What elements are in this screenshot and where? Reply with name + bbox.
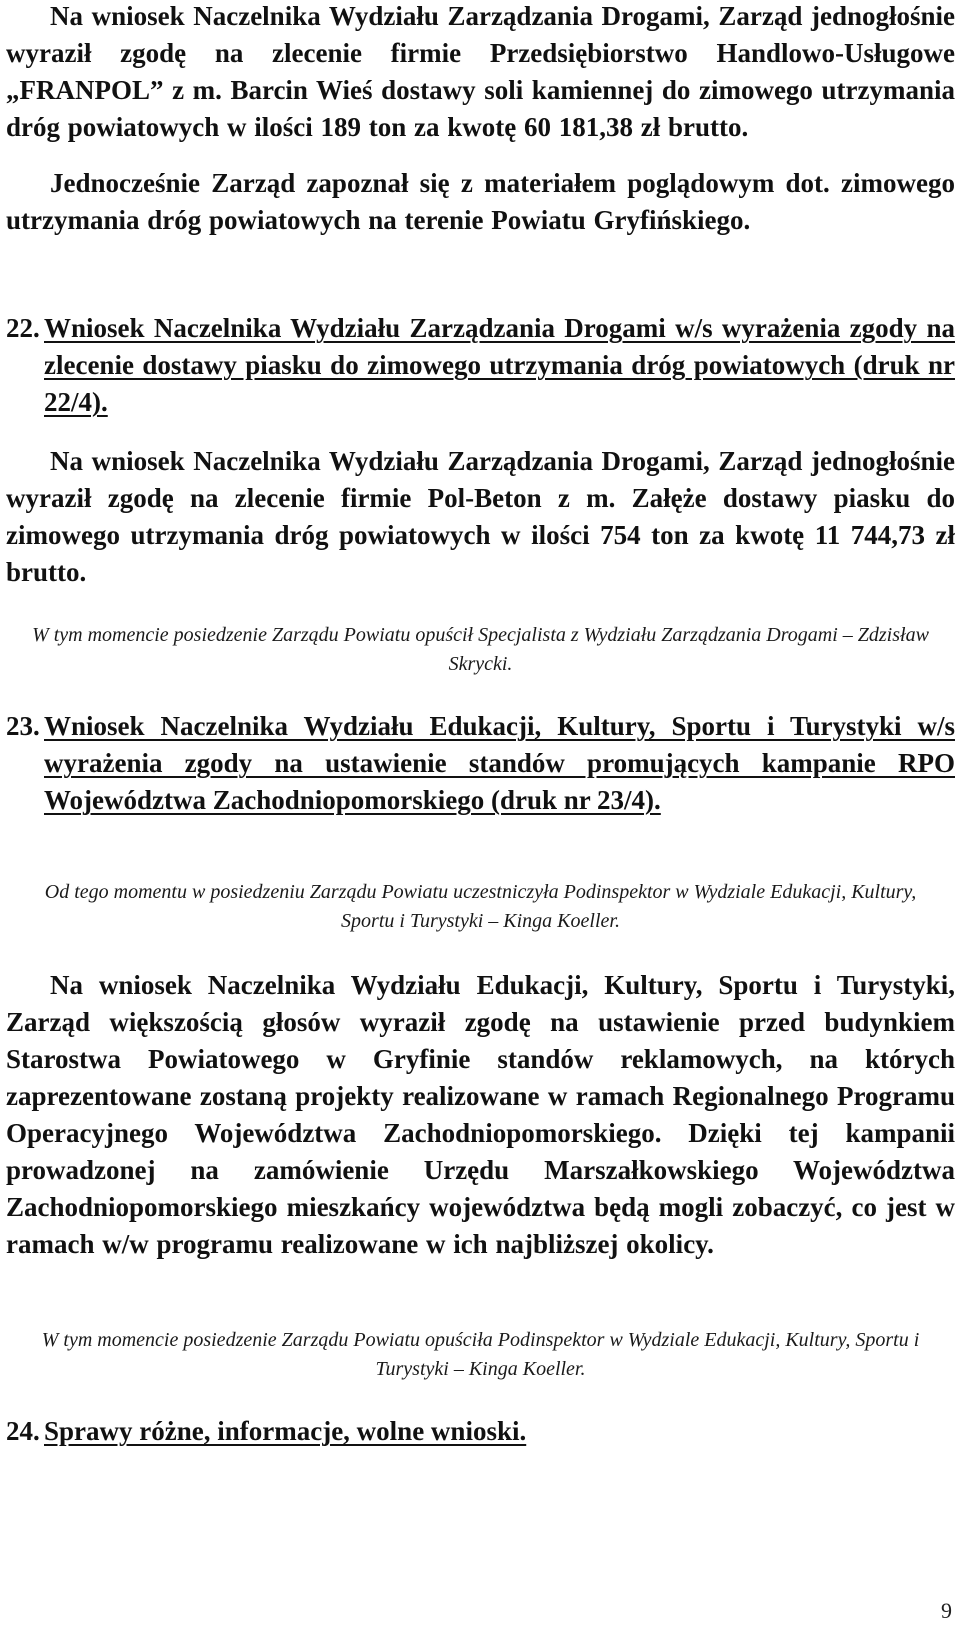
agenda-item-24-title: Sprawy różne, informacje, wolne wnioski. <box>44 1416 527 1446</box>
agenda-item-23-number: 23. <box>6 711 40 741</box>
agenda-item-24-number: 24. <box>6 1416 40 1446</box>
note-koeller-joined: Od tego momentu w posiedzeniu Zarządu Powiatu uczestniczyła Podinspektor w Wydziale Edukacji, Kultury, Sportu i Turystyki – Kinga Koeller. <box>44 881 917 932</box>
agenda-item-23 <box>6 708 955 819</box>
paragraph-winter-materials: Jednocześnie Zarząd zapoznał się z materiałem poglądowym dot. zimowego utrzymania dróg powiatowych na terenie Powiatu Gryfińskiego. <box>6 168 955 235</box>
agenda-item-24 <box>6 1413 955 1450</box>
paragraph-franpol-salt: Na wniosek Naczelnika Wydziału Zarządzania Drogami, Zarząd jednogłośnie wyraził zgodę na zlecenie firmie Przedsiębiorstwo Handlowo-Usługowe „FRANPOL” z m. Barcin Wieś dostawy soli kamiennej do zimowego utrzymania dróg powiatowych w ilości 189 ton za kwotę 60 181,38 zł brutto. <box>6 1 955 142</box>
agenda-item-23-title: Wniosek Naczelnika Wydziału Edukacji, Kultury, Sportu i Turystyki w/s wyrażenia zgody na ustawienie standów promujących kampanie RPO Województwa Zachodniopomorskiego (druk nr 23/4). <box>44 711 955 815</box>
paragraph-rpo-stands: Na wniosek Naczelnika Wydziału Edukacji, Kultury, Sportu i Turystyki, Zarząd większością głosów wyraził zgodę na ustawienie przed budynkiem Starostwa Powiatowego w Gryfinie standów reklamowych, na których zaprezentowane zostaną projekty realizowane w ramach Regionalnego Programu Operacyjnego Województwa Zachodniopomorskiego. Dzięki tej kampanii prowadzonej na zamówienie Urzędu Marszałkowskiego Województwa Zachodniopomorskiego mieszkańcy województwa będą mogli zobaczyć, co jest w ramach w/w programu realizowane w ich najbliższej okolicy. <box>6 970 955 1259</box>
note-koeller-left: W tym momencie posiedzenie Zarządu Powiatu opuściła Podinspektor w Wydziale Edukacji, Kultury, Sportu i Turystyki – Kinga Koeller. <box>41 1329 920 1380</box>
agenda-item-22-title: Wniosek Naczelnika Wydziału Zarządzania Drogami w/s wyrażenia zgody na zlecenie dostawy piasku do zimowego utrzymania dróg powiatowych (druk nr 22/4). <box>44 313 955 417</box>
note-skrycki-left: W tym momencie posiedzenie Zarządu Powiatu opuścił Specjalista z Wydziału Zarządzania Drogami – Zdzisław Skrycki. <box>32 624 929 675</box>
agenda-item-22 <box>6 310 955 421</box>
paragraph-pol-beton-sand: Na wniosek Naczelnika Wydziału Zarządzania Drogami, Zarząd jednogłośnie wyraził zgodę na zlecenie firmie Pol-Beton z m. Załęże dostawy piasku do zimowego utrzymania dróg powiatowych w ilości 754 ton za kwotę 11 744,73 zł brutto. <box>6 446 955 587</box>
page-number: 9 <box>941 1598 952 1623</box>
agenda-item-22-number: 22. <box>6 313 40 343</box>
